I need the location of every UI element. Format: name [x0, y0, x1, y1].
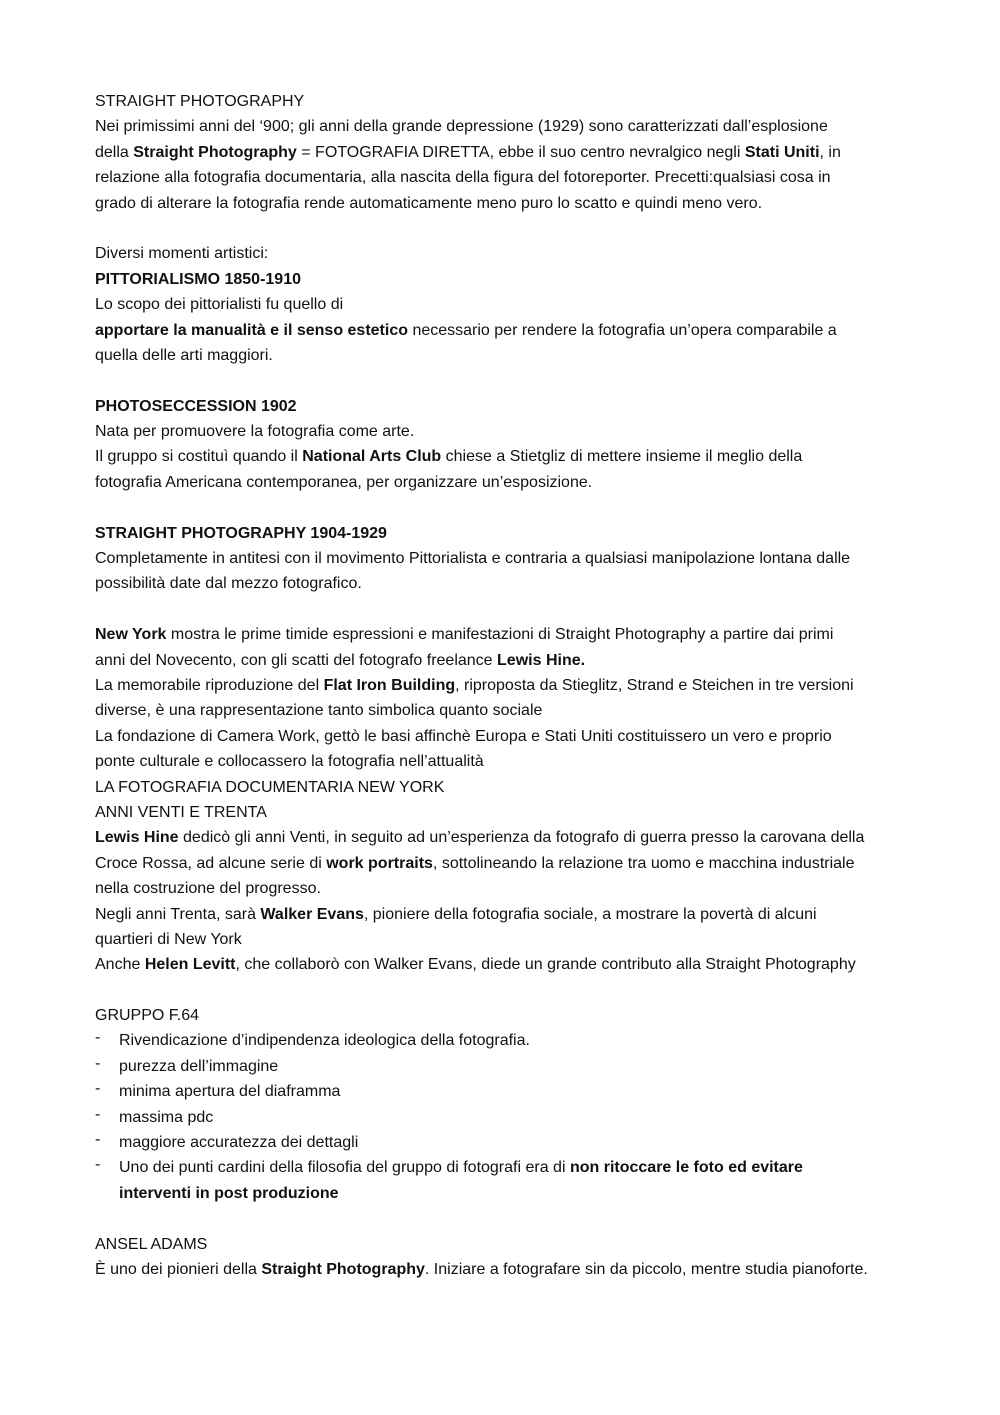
bold-text: apportare la manualità e il senso estetico	[95, 321, 408, 339]
text-run: , sottolineando la relazione tra uomo e macchina industriale	[432, 854, 855, 872]
newyork-line-10	[95, 851, 925, 876]
text-run: . Iniziare a fotografare sin da piccolo, mentre studia pianoforte.	[424, 1260, 868, 1278]
bold-text: Lewis Hine	[95, 829, 179, 847]
text-run: Croce Rossa, ad alcune serie di	[95, 854, 327, 872]
intro-line-1: Nei primissimi anni del ‘900; gli anni della grande depressione (1929) sono caratterizzati dall’esplosione	[95, 118, 828, 136]
bold-text: STRAIGHT PHOTOGRAPHY 1904-1929	[95, 524, 387, 542]
text-run: Rivendicazione d’indipendenza ideologica della fotografia.	[119, 1032, 530, 1050]
text-run: purezza dell’immagine	[119, 1057, 279, 1075]
newyork-line-6: ponte culturale e collocassero la fotografia nell’attualità	[95, 753, 484, 771]
photosecession-line-2	[95, 444, 925, 469]
list-item	[95, 1054, 925, 1079]
photosecession-heading	[95, 394, 925, 419]
text-run: chiese a Stietgliz di mettere insieme il meglio della	[441, 448, 803, 466]
text-run: = FOTOGRAFIA DIRETTA, ebbe il suo centro nevralgico negli	[296, 143, 745, 161]
paragraph-spacer	[95, 368, 925, 393]
dash-bullet: -	[95, 1080, 101, 1098]
newyork-line-12	[95, 902, 925, 927]
pittorialismo-line-3: quella delle arti maggiori.	[95, 346, 273, 364]
text-run: mostra le prime timide espressioni e manifestazioni di Straight Photography a partire dai primi	[166, 626, 834, 644]
newyork-line-3	[95, 673, 925, 698]
text-run: anni del Novecento, con gli scatti del fotografo freelance	[95, 651, 498, 669]
paragraph-spacer	[95, 216, 925, 241]
bold-text: Straight Photography	[133, 143, 297, 161]
newyork-line-1	[95, 622, 925, 647]
straight-line-2: possibilità date dal mezzo fotografico.	[95, 575, 362, 593]
newyork-line-2	[95, 648, 925, 673]
newyork-line-8: ANNI VENTI E TRENTA	[95, 803, 267, 821]
text-run: minima apertura del diaframma	[119, 1083, 341, 1101]
text-run: necessario per rendere la fotografia un’opera comparabile a	[408, 321, 837, 339]
text-run: dedicò gli anni Venti, in seguito ad un’esperienza da fotografo di guerra presso la carovana della	[178, 829, 865, 847]
paragraph-spacer	[95, 597, 925, 622]
document-body	[95, 89, 925, 1282]
straight-line-1: Completamente in antitesi con il movimento Pittorialista e contraria a qualsiasi manipolazione lontana dalle	[95, 550, 851, 568]
bold-text: non ritoccare le foto ed evitare	[569, 1159, 803, 1177]
dash-bullet: -	[95, 1029, 101, 1047]
photosecession-line-1: Nata per promuovere la fotografia come arte.	[95, 423, 415, 441]
bold-text: Flat Iron Building	[323, 676, 456, 694]
bold-text: PHOTOSECCESSION 1902	[95, 397, 297, 415]
photosecession-line-3: fotografia Americana contemporanea, per organizzare un’esposizione.	[95, 473, 593, 491]
adams-heading: ANSEL ADAMS	[95, 1235, 208, 1253]
intro-heading: STRAIGHT PHOTOGRAPHY	[95, 93, 305, 110]
paragraph-spacer	[95, 495, 925, 520]
text-run: Anche	[95, 956, 145, 974]
list-item	[95, 1130, 925, 1155]
list-item	[95, 1079, 925, 1104]
pittorialismo-line-2	[95, 318, 925, 343]
newyork-line-13: quartieri di New York	[95, 930, 242, 948]
text-run: massima pdc	[119, 1108, 214, 1126]
newyork-line-5: La fondazione di Camera Work, gettò le basi affinchè Europa e Stati Uniti costituissero un vero e proprio	[95, 727, 832, 745]
bold-text: Lewis Hine.	[497, 651, 586, 669]
straight-heading	[95, 521, 925, 546]
text-run: La memorabile riproduzione del	[95, 676, 324, 694]
paragraph-spacer	[95, 1206, 925, 1231]
bold-text: interventi in post produzione	[119, 1184, 339, 1202]
bold-text: Straight Photography	[261, 1260, 425, 1278]
dash-bullet: -	[95, 1105, 101, 1123]
dash-bullet: -	[95, 1054, 101, 1072]
intro-line-3: relazione alla fotografia documentaria, alla nascita della figura del fotoreporter. Precetti:qualsiasi cosa in	[95, 169, 831, 187]
intro-line-4: grado di alterare la fotografia rende automaticamente meno puro lo scatto e quindi meno vero.	[95, 194, 763, 212]
text-run: , pioniere della fotografia sociale, a mostrare la povertà di alcuni	[363, 905, 817, 923]
paragraph-spacer	[95, 978, 925, 1003]
pittorialismo-line-1: Lo scopo dei pittorialisti fu quello di	[95, 296, 344, 314]
dash-bullet: -	[95, 1131, 101, 1149]
text-run: Uno dei punti cardini della filosofia del gruppo di fotografi era di	[119, 1159, 570, 1177]
adams-line-1	[95, 1257, 925, 1282]
text-run: Negli anni Trenta, sarà	[95, 905, 261, 923]
newyork-line-11: nella costruzione del progresso.	[95, 880, 321, 898]
list-item-continuation	[95, 1181, 925, 1206]
f64-heading: GRUPPO F.64	[95, 1007, 200, 1025]
list-item	[95, 1155, 925, 1180]
bold-text: work portraits	[326, 854, 433, 872]
newyork-line-14	[95, 952, 925, 977]
newyork-line-9	[95, 825, 925, 850]
bold-text: PITTORIALISMO 1850-1910	[95, 270, 301, 288]
list-item	[95, 1028, 925, 1053]
intro-line-2	[95, 140, 925, 165]
newyork-line-7: LA FOTOGRAFIA DOCUMENTARIA NEW YORK	[95, 778, 445, 796]
pittorialismo-heading	[95, 267, 925, 292]
text-run: maggiore accuratezza dei dettagli	[119, 1134, 359, 1152]
text-run: Il gruppo si costituì quando il	[95, 448, 303, 466]
text-run: , che collaborò con Walker Evans, diede un grande contributo alla Straight Photography	[235, 956, 856, 974]
bold-text: Walker Evans	[260, 905, 364, 923]
moments-intro: Diversi momenti artistici:	[95, 245, 269, 263]
bold-text: National Arts Club	[302, 448, 442, 466]
bold-text: New York	[95, 626, 167, 644]
text-run: della	[95, 143, 134, 161]
text-run: È uno dei pionieri della	[95, 1260, 262, 1278]
text-run: , riproposta da Stieglitz, Strand e Steichen in tre versioni	[455, 676, 854, 694]
list-item	[95, 1105, 925, 1130]
text-run: , in	[819, 143, 841, 161]
newyork-line-4: diverse, è una rappresentazione tanto simbolica quanto sociale	[95, 702, 543, 720]
bold-text: Stati Uniti	[744, 143, 820, 161]
dash-bullet: -	[95, 1156, 101, 1174]
bold-text: Helen Levitt	[144, 956, 236, 974]
